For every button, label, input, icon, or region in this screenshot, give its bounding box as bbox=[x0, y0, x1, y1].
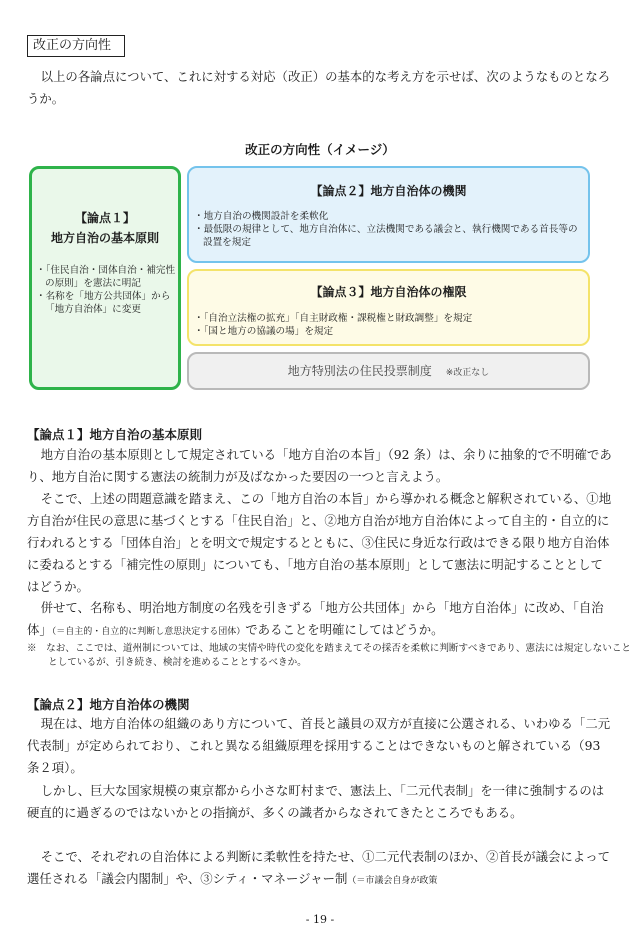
section1-note: ※ なお、ここでは、道州制については、地域の実情や時代の変化を踏まえてその採否を柔軟に判断すべきであり、憲法には規定しないこととしているが、引き続き、検討を進めることとするべきか。 bbox=[27, 643, 632, 668]
issue1-title-line2: 地方自治の基本原則 bbox=[50, 231, 159, 245]
section2-paragraph-1: 現在は、地方自治体の組織のあり方について、首長と議員の双方が直接に公選される、いわゆる「二元代表制」が定められており、これと異なる組織原理を採用することはできないものと解されている（93 条２項）。 bbox=[27, 716, 611, 775]
diagram-title: 改正の方向性（イメージ） bbox=[245, 142, 395, 157]
issue2-list bbox=[194, 210, 586, 249]
intro-paragraph: 以上の各論点について、これに対する対応（改正）の基本的な考え方を示せば、次のようなものとなろうか。 bbox=[27, 69, 611, 106]
issue1-title bbox=[0, 208, 210, 248]
section1-heading: 【論点１】地方自治の基本原則 bbox=[27, 427, 203, 442]
list-item: ・最低限の規律として、地方自治体に、立法機関である議会と、執行機関である首長等の設置を規定 bbox=[194, 224, 578, 248]
section1-paragraph-3 bbox=[27, 597, 613, 643]
issue3-title: 【論点３】地方自治体の権限 bbox=[310, 285, 467, 299]
page-number: - 19 - bbox=[305, 913, 335, 926]
referendum-note: ※改正なし bbox=[445, 368, 490, 378]
issue3-list bbox=[194, 312, 586, 338]
section1-p3-tail: であることを明確にしてはどうか。 bbox=[245, 622, 444, 637]
section2-paragraph-2: しかし、巨大な国家規模の東京都から小さな町村まで、憲法上、「二元代表制」を一律に強制するのは硬直的に過ぎるのではないかとの指摘が、多くの識者からなされてきたところでもある。 bbox=[27, 783, 605, 820]
issue2-title: 【論点２】地方自治体の機関 bbox=[310, 184, 467, 198]
section1-paragraph-2: そこで、上述の問題意識を踏まえ、この「地方自治の本旨」から導かれる概念と解釈されている、①地方自治が住民の意思に基づくとする「住民自治」と、②地方自治が地方自治体によって自主的・自立的に行われるとする「団体自治」とを明文で規定するとともに、③住民に身近な行政はできる限り地方自治体に委ねるとする「補完性の原則」についても、「地方自治の基本原則」として憲法に明記することとしてはどうか。 bbox=[27, 491, 612, 594]
section2-paragraph-3 bbox=[27, 846, 613, 892]
section1-p3-gloss: （＝自主的・自立的に判断し意思決定する団体） bbox=[51, 627, 246, 637]
list-item: ・「住民自治・団体自治・補完性の原則」を憲法に明記 bbox=[36, 265, 176, 289]
section1-paragraph-1: 地方自治の基本原則として規定されている「地方自治の本旨」（92 条）は、余りに抽象的で不明確であり、地方自治に関する憲法の統制力が及ばなかった要因の一つと言えよう。 bbox=[27, 447, 612, 484]
list-item: ・「国と地方の協議の場」を規定 bbox=[194, 326, 334, 337]
section-heading-box: 改正の方向性 bbox=[27, 35, 125, 57]
section2-heading: 【論点２】地方自治体の機関 bbox=[27, 697, 190, 712]
referendum-label: 地方特別法の住民投票制度 bbox=[287, 364, 432, 378]
list-item: ・地方自治の機関設計を柔軟化 bbox=[194, 211, 329, 222]
section2-p3-gloss: （＝市議会自身が政策 bbox=[347, 876, 438, 886]
section1-p3-text: 併せて、名称も、明治地方制度の名残を引きずる「地方公共団体」から「地方自治体」に改め、「自治体」 bbox=[27, 600, 604, 637]
issue1-list bbox=[36, 264, 176, 316]
section2-p3-text: そこで、それぞれの自治体による判断に柔軟性を持たせ、①二元代表制のほか、②首長が議会によって選任される「議会内閣制」や、③シティ・マネージャー制 bbox=[27, 849, 610, 886]
list-item: ・「自治立法権の拡充」「自主財政権・課税権と財政調整」を規定 bbox=[194, 313, 473, 324]
referendum-text bbox=[187, 362, 590, 379]
list-item: ・名称を「地方公共団体」から「地方自治体」に変更 bbox=[36, 291, 171, 315]
issue1-title-line1: 【論点１】 bbox=[74, 211, 135, 225]
